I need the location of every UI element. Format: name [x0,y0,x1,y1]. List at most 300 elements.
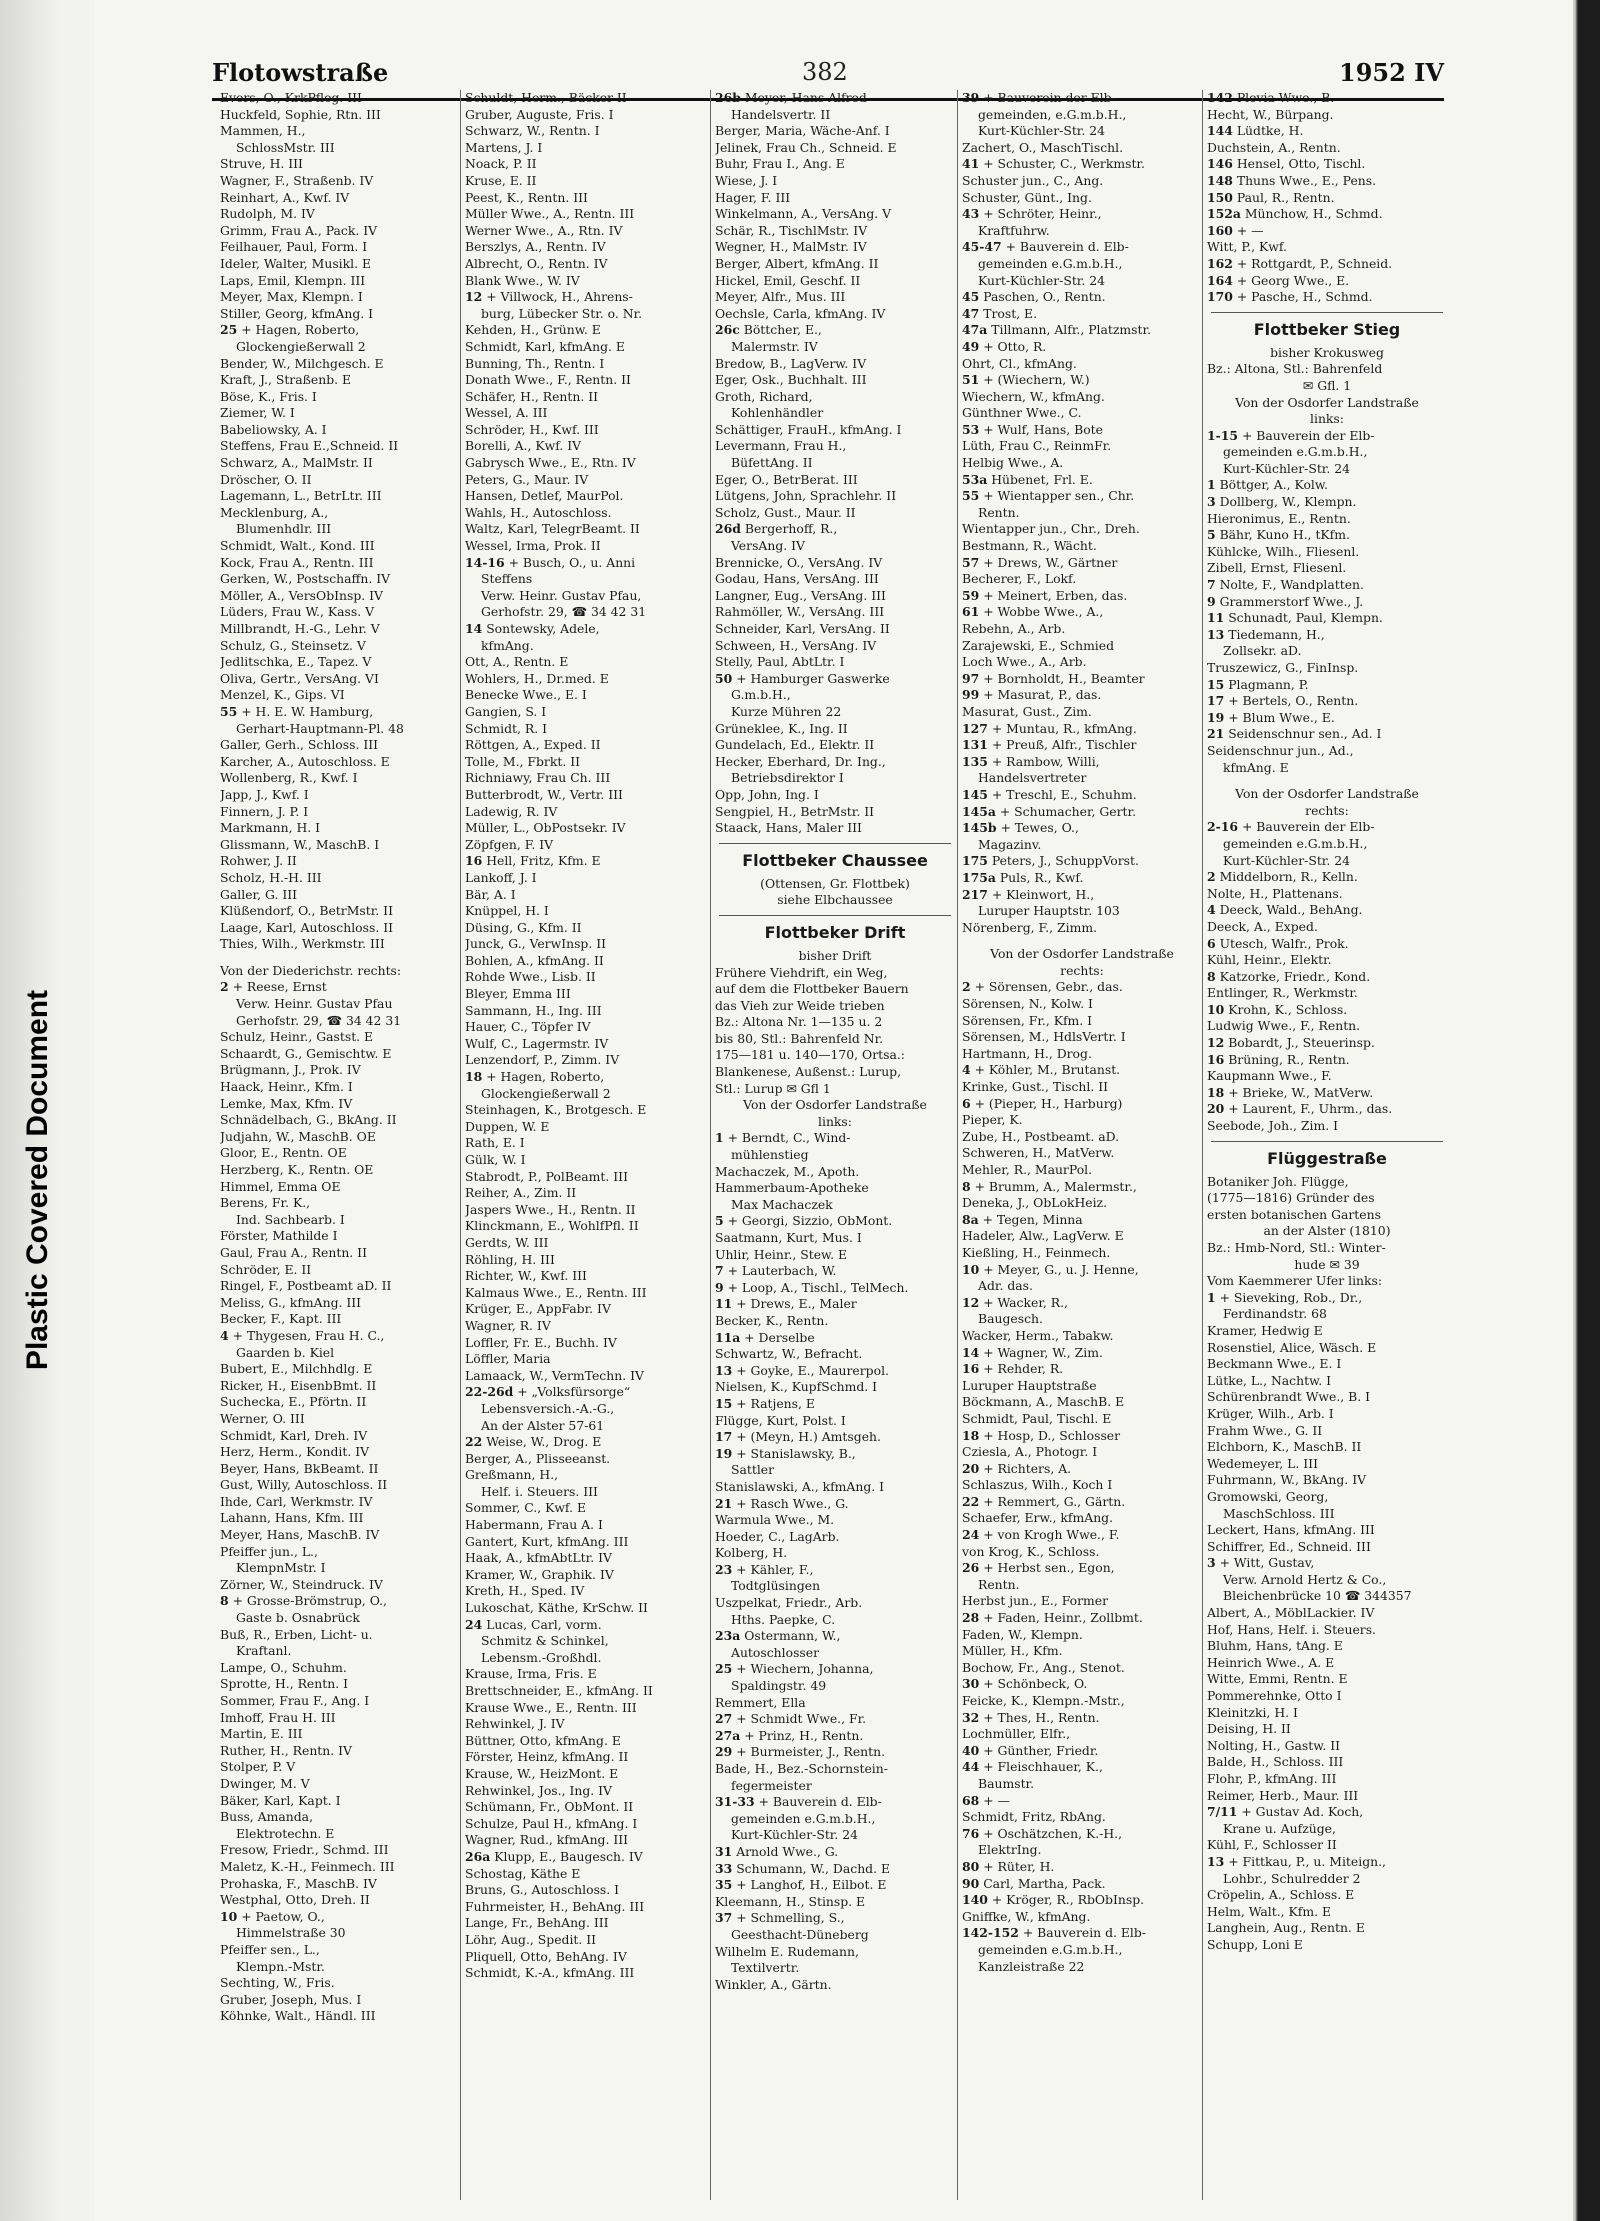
directory-entry: Japp, J., Kwf. I [220,786,309,802]
directory-entry: gemeinden, e.G.m.b.H., [978,106,1127,122]
directory-entry: Brennicke, O., VersAng. IV [715,554,883,570]
directory-entry: 150 Paul, R., Rentn. [1207,189,1335,205]
directory-entry: Zarajewski, E., Schmied [962,637,1115,653]
house-number: 12 [465,289,483,305]
house-number: 142-152 [962,1925,1019,1941]
directory-entry: Von der Osdorfer Landstraße [1235,786,1419,802]
directory-entry: Sammann, H., Ing. III [465,1002,602,1018]
house-number: 32 [962,1709,980,1725]
directory-entry: Schröder, E. II [220,1261,312,1277]
house-number: 13 [1207,626,1225,642]
directory-entry: Albert, A., MöblLackier. IV [1207,1605,1375,1621]
directory-entry: 1-15 + Bauverein der Elb- [1207,427,1375,443]
house-number: 16 [962,1361,980,1377]
directory-entry: Grimm, Frau A., Pack. IV [220,222,378,238]
directory-entry: Langhein, Aug., Rentn. E [1207,1920,1365,1936]
house-number: 19 [715,1445,733,1461]
directory-entry: Lenzendorf, P., Zimm. IV [465,1052,620,1068]
house-number: 13 [1207,1853,1225,1869]
directory-entry: Geesthacht-Düneberg [731,1926,869,1942]
house-number: 217 [962,886,988,902]
directory-entry: rechts: [1305,802,1349,818]
directory-entry: Bestmann, R., Wächt. [962,538,1097,554]
house-number: 5 [1207,527,1216,543]
directory-entry: Schostag, Käthe E [465,1865,581,1881]
directory-entry: 27a + Prinz, H., Rentn. [715,1727,864,1743]
directory-entry: Winkelmann, A., VersAng. V [715,206,892,222]
directory-entry: Deneka, J., ObLokHeiz. [962,1195,1108,1211]
directory-entry: Schulze, Paul H., kfmAng. I [465,1815,638,1831]
directory-entry: Gust, Willy, Autoschloss. II [220,1477,388,1493]
house-number: 2 [1207,869,1216,885]
directory-entry: Gerdts, W. III [465,1234,549,1250]
directory-entry: Heinrich Wwe., A. E [1207,1654,1335,1670]
directory-entry: Reimer, Herb., Maur. III [1207,1787,1359,1803]
directory-entry: Von der Osdorfer Landstraße [1235,394,1419,410]
directory-entry: Tolle, M., Fbrkt. II [465,753,581,769]
directory-entry: 28 + Faden, Heinr., Zollbmt. [962,1610,1143,1626]
directory-entry: Berger, Maria, Wäche-Anf. I [715,123,890,139]
directory-entry: Ricker, H., EisenbBmt. II [220,1377,377,1393]
directory-entry: Lütgens, John, Sprachlehr. II [715,488,897,504]
directory-entry: 131 + Preuß, Alfr., Tischler [962,737,1137,753]
directory-entry: Bleyer, Emma III [465,986,571,1002]
directory-entry: Uszpelkat, Friedr., Arb. [715,1595,863,1611]
house-number: 45-47 [962,239,1002,255]
street-heading: Flottbeker Drift [764,922,906,942]
directory-entry: Himmelstraße 30 [236,1925,346,1941]
directory-entry: Sengpiel, H., BetrMstr. II [715,803,875,819]
directory-entry: Lebensm.-Großhdl. [481,1649,602,1665]
directory-entry: Zachert, O., MaschTischl. [962,139,1124,155]
directory-entry: Gabrysch Wwe., E., Rtn. IV [465,455,636,471]
directory-entry: 160 + — [1207,222,1264,238]
directory-entry: Himmel, Emma OE [220,1178,341,1194]
directory-entry: Warmula Wwe., M. [715,1512,835,1528]
house-number: 145b [962,820,997,836]
directory-entry: 61 + Wobbe Wwe., A., [962,604,1104,620]
directory-entry: 15 + Ratjens, E [715,1395,815,1411]
directory-entry: Luruper Hauptstr. 103 [978,903,1120,919]
house-number: 11a [715,1329,741,1345]
directory-entry: Wiechern, W., kfmAng. [962,388,1105,404]
section-divider [1211,1141,1443,1142]
directory-entry: Schnädelbach, G., BkAng. II [220,1112,397,1128]
directory-entry: Zöpfgen, F. IV [465,836,554,852]
house-number: 6 [1207,935,1216,951]
directory-entry: Ideler, Walter, Musikl. E [220,255,372,271]
directory-entry: gemeinden e.G.m.b.H., [1223,835,1368,851]
directory-entry: Stolper, P. V [220,1759,296,1775]
directory-entry: 12 Bobardt, J., Steuerinsp. [1207,1035,1375,1051]
directory-entry: Rosenstiel, Alice, Wäsch. E [1207,1339,1377,1355]
directory-entry: 10 + Meyer, G., u. J. Henne, [962,1261,1139,1277]
directory-entry: gemeinden e.G.m.b.H., [1223,444,1368,460]
directory-entry: Müller, H., Kfm. [962,1643,1063,1659]
directory-entry: Bruns, G., Autoschloss. I [465,1882,620,1898]
directory-entry: Ludwig Wwe., F., Rentn. [1207,1018,1361,1034]
header-year: 1952 IV [1339,58,1444,87]
house-number: 90 [962,1875,980,1891]
directory-entry: Gantert, Kurt, kfmAng. III [465,1533,629,1549]
directory-entry: Helf. i. Steuers. III [481,1483,598,1499]
directory-entry: rechts: [1060,962,1104,978]
directory-entry: Pfeiffer jun., L., [220,1543,318,1559]
directory-entry: Reiher, A., Zim. II [465,1185,577,1201]
directory-entry: Martin, E. III [220,1726,303,1742]
directory-column-5 [1207,90,1447,2195]
directory-entry: Bz.: Altona Nr. 1—135 u. 2 [715,1014,883,1030]
directory-entry: 47a Tillmann, Alfr., Platzmstr. [962,322,1152,338]
directory-entry: links: [1310,411,1344,427]
house-number: 1 [1207,477,1216,493]
directory-entry: Kraftanl. [236,1643,292,1659]
house-number: 12 [1207,1035,1225,1051]
directory-entry: Elchborn, K., MaschB. II [1207,1439,1362,1455]
directory-entry: Elektrotechn. E [236,1825,335,1841]
directory-entry: Duchstein, A., Rentn. [1207,139,1341,155]
directory-entry: 45 Paschen, O., Rentn. [962,289,1106,305]
directory-entry: 57 + Drews, W., Gärtner [962,554,1118,570]
directory-entry: links: [818,1113,852,1129]
directory-entry: Bender, W., Milchgesch. E [220,355,384,371]
directory-entry: 18 + Hosp, D., Schlosser [962,1427,1121,1443]
directory-entry: Borelli, A., Kwf. IV [465,438,582,454]
directory-entry: Groth, Richard, [715,388,813,404]
directory-entry: Mammen, H., [220,123,306,139]
directory-entry: 25 + Wiechern, Johanna, [715,1661,874,1677]
directory-entry: Handelsvertr. II [731,106,831,122]
directory-entry: Schweren, H., MatVerw. [962,1145,1115,1161]
directory-entry: Judjahn, W., MaschB. OE [220,1128,376,1144]
directory-entry: Wahls, H., Autoschloss. [465,504,612,520]
directory-entry: Lagemann, L., BetrLtr. III [220,488,382,504]
header-page-number: 382 [802,58,848,86]
house-number: 26c [715,322,740,338]
directory-entry: Klempn.-Mstr. [236,1958,325,1974]
directory-entry: 19 + Blum Wwe., E. [1207,709,1335,725]
directory-entry: Malermstr. IV [731,338,818,354]
directory-entry: Baumstr. [978,1775,1035,1791]
directory-entry: Haack, Heinr., Kfm. I [220,1079,353,1095]
directory-entry: Lohbr., Schulredder 2 [1223,1870,1361,1886]
house-number: 18 [1207,1084,1225,1100]
house-number: 15 [1207,676,1225,692]
house-number: 26b [715,90,741,105]
directory-entry: Richniawy, Frau Ch. III [465,770,611,786]
directory-entry: Bade, H., Bez.-Schornstein- [715,1761,888,1776]
directory-entry: Galler, G. III [220,886,297,902]
directory-entry: Brügmann, J., Prok. IV [220,1062,361,1078]
directory-entry: Luruper Hauptstraße [962,1377,1097,1393]
directory-entry: hude ✉ 39 [1294,1256,1360,1272]
directory-entry: Wagner, Rud., kfmAng. III [465,1832,629,1848]
directory-entry: Schmidt, Karl, Dreh. IV [220,1427,368,1443]
directory-entry: Cröpelin, A., Schloss. E [1207,1887,1355,1903]
directory-entry: Pommerehnke, Otto I [1207,1688,1342,1704]
house-number: 24 [465,1616,483,1632]
directory-entry: Hths. Paepke, C. [731,1611,836,1627]
directory-entry: Loch Wwe., A., Arb. [962,654,1087,670]
directory-entry: 4 + Thygesen, Frau H. C., [220,1327,385,1343]
directory-entry: Eger, Osk., Buchhalt. III [715,372,867,388]
directory-entry: Schaardt, G., Gemischtw. E [220,1045,392,1061]
directory-entry: 53 + Wulf, Hans, Bote [962,421,1103,437]
directory-entry: 13 + Fittkau, P., u. Miteign., [1207,1853,1386,1869]
directory-entry: 31 Arnold Wwe., G. [715,1843,839,1859]
directory-entry: Sommer, Frau F., Ang. I [220,1693,370,1708]
directory-entry: Schaefer, Erw., kfmAng. [962,1510,1114,1526]
house-number: 41 [962,156,980,172]
directory-entry: Frühere Viehdrift, ein Weg, [715,964,888,980]
house-number: 80 [962,1858,980,1874]
directory-entry: 2 Middelborn, R., Kelln. [1207,869,1358,885]
directory-entry: 90 Carl, Martha, Pack. [962,1875,1106,1891]
directory-entry: 7 Nolte, F., Wandplatten. [1207,577,1364,593]
directory-entry: Schuldt, Herm., Bäcker II [465,90,627,105]
directory-entry: Schäfer, H., Rentn. II [465,388,599,404]
directory-entry: Kühl, Heinr., Elektr. [1207,952,1332,968]
directory-entry: 40 + Günther, Friedr. [962,1742,1099,1758]
directory-entry: Dwinger, M. V [220,1775,310,1791]
directory-entry: Schättiger, FrauH., kfmAng. I [715,421,902,437]
directory-entry: Werner, O. III [220,1410,305,1426]
directory-entry: Pfeiffer sen., L., [220,1941,320,1957]
house-number: 152a [1207,206,1241,222]
directory-entry: Pliquell, Otto, BehAng. IV [465,1948,627,1964]
directory-entry: Hickel, Emil, Geschf. II [715,272,861,288]
directory-entry: 10 + Paetow, O., [220,1908,325,1924]
directory-entry: 41 + Schuster, C., Werkmstr. [962,156,1145,172]
directory-entry: 14 Sontewsky, Adele, [465,621,600,636]
directory-entry: Krause, W., HeizMont. E [465,1765,619,1781]
directory-entry: Hartmann, H., Drog. [962,1045,1092,1061]
directory-entry: Richter, W., Kwf. III [465,1268,587,1284]
directory-entry: 146 Hensel, Otto, Tischl. [1207,156,1366,172]
house-number: 20 [962,1460,980,1476]
directory-entry: Löffler, Maria [465,1351,551,1367]
directory-entry: Truszewicz, G., FinInsp. [1207,660,1359,675]
directory-entry: Bär, A. I [465,886,516,902]
directory-entry: Seebode, Joh., Zim. I [1207,1118,1339,1134]
directory-entry: Schuster jun., C., Ang. [962,172,1104,188]
directory-entry: Spaldingstr. 49 [731,1678,827,1694]
directory-entry: 18 + Brieke, W., MatVerw. [1207,1084,1374,1100]
directory-entry: Entlinger, R., Werkmstr. [1207,985,1358,1001]
directory-entry: Brettschneider, E., kfmAng. II [465,1683,653,1698]
directory-entry: ✉ Gfl. 1 [1302,377,1352,393]
house-number: 53 [962,421,980,437]
directory-entry: Jedlitschka, E., Tapez. V [220,654,372,670]
directory-entry: Leckert, Hans, kfmAng. III [1207,1522,1375,1538]
directory-entry: Kramer, Hedwig E [1207,1322,1323,1338]
house-number: 17 [715,1429,733,1445]
directory-entry: 135 + Rambow, Willi, [962,753,1100,769]
directory-entry: Gerhart-Hauptmann-Pl. 48 [236,720,404,736]
house-number: 145 [962,786,988,802]
spacer [962,936,1202,946]
directory-entry: 49 + Otto, R. [962,338,1047,354]
directory-entry: Reinhart, A., Kwf. IV [220,189,350,205]
directory-entry: Rudolph, M. IV [220,206,315,222]
directory-entry: 55 + H. E. W. Hamburg, [220,703,374,719]
house-number: 50 [715,670,733,686]
directory-entry: Kaupmann Wwe., F. [1207,1068,1332,1084]
directory-entry: Steffens, Frau E.,Schneid. II [220,438,399,454]
directory-entry: 2 + Sörensen, Gebr., das. [962,979,1123,995]
directory-entry: Von der Diederichstr. rechts: [220,962,402,978]
house-number: 55 [962,488,980,504]
directory-entry: Wollenberg, R., Kwf. I [220,770,358,786]
directory-entry: Rehwinkel, J. IV [465,1716,565,1732]
directory-entry: Büttner, Otto, kfmAng. E [465,1732,621,1748]
directory-entry: 145 + Treschl, E., Schuhm. [962,786,1137,802]
house-number: 17 [1207,693,1225,709]
directory-entry: 3 + Witt, Gustav, [1207,1555,1315,1571]
directory-entry: 50 + Hamburger Gaswerke [715,670,890,686]
directory-entry: Hecht, W., Bürpang. [1207,106,1334,122]
directory-entry: Lange, Fr., BehAng. III [465,1915,609,1931]
house-number: 47 [962,305,980,321]
directory-entry: Kock, Frau A., Rentn. III [220,554,374,570]
directory-entry: Max Machaczek [731,1196,833,1212]
directory-entry: Gerhofstr. 29, ☎ 34 42 31 [236,1012,402,1028]
house-number: 68 [962,1792,980,1808]
directory-entry: Scholz, H.-H. III [220,869,322,885]
house-number: 15 [715,1395,733,1411]
directory-entry: Ziemer, W. I [220,405,295,421]
directory-entry: Gangien, S. I [465,703,547,719]
directory-entry: Millbrandt, H.-G., Lehr. V [220,621,380,636]
house-number: 7 [1207,577,1216,593]
directory-entry: Schmidt, Walt., Kond. III [220,538,375,554]
directory-entry: kfmAng. [481,637,534,653]
directory-entry: Bubert, E., Milchhdlg. E [220,1361,373,1377]
directory-entry: Schupp, Loni E [1207,1936,1303,1952]
directory-entry: 11 + Drews, E., Maler [715,1296,857,1312]
directory-entry: Buss, Amanda, [220,1809,314,1825]
directory-entry: Kruse, E. II [465,172,537,188]
directory-entry: 13 Tiedemann, H., [1207,626,1325,642]
directory-entry: 20 + Richters, A. [962,1460,1072,1476]
directory-entry: Krinke, Gust., Tischl. II [962,1079,1109,1095]
house-number: 55 [220,703,238,719]
house-number: 3 [1207,494,1216,510]
directory-entry: Wilhelm E. Rudemann, [715,1943,859,1959]
directory-entry: G.m.b.H., [731,687,791,703]
directory-entry: Butterbrodt, W., Vertr. III [465,786,623,802]
directory-entry: Staack, Hans, Maler III [715,820,862,836]
directory-entry: Uhlir, Heinr., Stew. E [715,1246,848,1262]
directory-entry: Düsing, G., Kfm. II [465,919,582,935]
directory-entry: Peest, K., Rentn. III [465,189,588,205]
directory-entry: Duppen, W. E [465,1118,550,1134]
directory-entry: 1 Böttger, A., Kolw. [1207,477,1328,493]
directory-entry: Kießling, H., Feinmech. [962,1244,1111,1260]
directory-entry: 17 + (Meyn, H.) Amtsgeh. [715,1429,881,1445]
house-number: 18 [465,1069,483,1085]
house-number: 53a [962,471,988,487]
house-number: 164 [1207,272,1233,288]
directory-entry: Rath, E. I [465,1135,525,1151]
directory-entry: Sörensen, Fr., Kfm. I [962,1012,1093,1028]
directory-entry: Textilvertr. [731,1960,800,1976]
house-number: 28 [962,1610,980,1626]
directory-entry: Schuster, Günt., Ing. [962,189,1092,205]
house-number: 99 [962,687,980,703]
directory-entry: mühlenstieg [731,1147,809,1163]
house-number: 19 [1207,709,1225,725]
directory-entry: Evers, O., KrkPfleg. III [220,90,362,105]
directory-entry: Gruber, Auguste, Fris. I [465,106,614,122]
directory-entry: 32 + Thes, H., Rentn. [962,1709,1100,1725]
directory-entry: 145b + Tewes, O., [962,820,1079,836]
directory-entry: 33 Schumann, W., Dachd. E [715,1860,891,1876]
directory-entry: Wegner, H., MalMstr. IV [715,239,867,255]
directory-entry: Donath Wwe., F., Rentn. II [465,372,631,388]
directory-entry: Müller, L., ObPostsekr. IV [465,820,626,836]
directory-entry: Schwartz, W., Befracht. [715,1346,863,1362]
directory-entry: Hauer, C., Töpfer IV [465,1019,591,1035]
directory-entry: Buhr, Frau I., Ang. E [715,156,845,172]
directory-entry: Kurt-Küchler-Str. 24 [1223,852,1351,868]
directory-entry: Steinhagen, K., Brotgesch. E [465,1102,647,1118]
directory-entry: Pieper, K. [962,1112,1023,1128]
directory-entry: Wagner, R. IV [465,1317,551,1333]
directory-entry: Gundelach, Ed., Elektr. II [715,737,875,753]
house-number: 146 [1207,156,1233,172]
house-number: 135 [962,753,988,769]
house-number: 4 [962,1062,971,1078]
header-street-name: Flotowstraße [212,58,389,87]
directory-entry: 162 + Rottgardt, P., Schneid. [1207,255,1393,271]
directory-entry: 7 + Lauterbach, W. [715,1263,837,1279]
directory-entry: Markmann, H. I [220,820,321,836]
directory-entry: 2 + Reese, Ernst [220,979,327,995]
directory-entry: Handelsvertreter [978,770,1087,786]
directory-entry: Hammerbaum-Apotheke [715,1180,869,1196]
directory-entry: 21 + Rasch Wwe., G. [715,1495,849,1511]
directory-entry: 23 + Kähler, F., [715,1561,814,1577]
directory-entry: Gloor, E., Rentn. OE [220,1145,347,1161]
directory-entry: Ferdinandstr. 68 [1223,1306,1327,1322]
house-number: 2 [962,979,971,995]
directory-entry: Hecker, Eberhard, Dr. Ing., [715,753,886,769]
directory-entry: Kolberg, H. [715,1545,788,1561]
directory-entry: Kohlenhändler [731,405,824,421]
house-number: 51 [962,372,980,388]
directory-entry: 53a Hübenet, Frl. E. [962,471,1093,487]
directory-entry: Beyer, Hans, BkBeamt. II [220,1460,379,1476]
directory-column-2 [465,90,705,2195]
directory-entry: Opp, John, Ing. I [715,786,819,802]
directory-entry: Nolting, H., Gastw. II [1207,1737,1341,1753]
directory-entry: Sprotte, H., Rentn. I [220,1676,348,1692]
house-number: 5 [715,1213,724,1229]
directory-entry: Ott, A., Rentn. E [465,654,569,670]
directory-entry: 12 + Villwock, H., Ahrens- [465,289,633,305]
directory-entry: Bäker, Karl, Kapt. I [220,1792,341,1808]
spacer [1207,776,1447,786]
directory-entry: Stabrodt, P., PolBeamt. III [465,1168,628,1184]
directory-entry: Kalmaus Wwe., E., Rentn. III [465,1284,647,1300]
directory-entry: 10 Krohn, K., Schloss. [1207,1001,1348,1017]
house-number: 11 [1207,610,1225,626]
directory-entry: Schmidt, R. I [465,720,548,736]
directory-entry: 39 + Bauverein der Elb- [962,90,1116,105]
directory-entry: Witte, Emmi, Rentn. E [1207,1671,1348,1687]
directory-entry: Mecklenburg, A., [220,504,329,520]
